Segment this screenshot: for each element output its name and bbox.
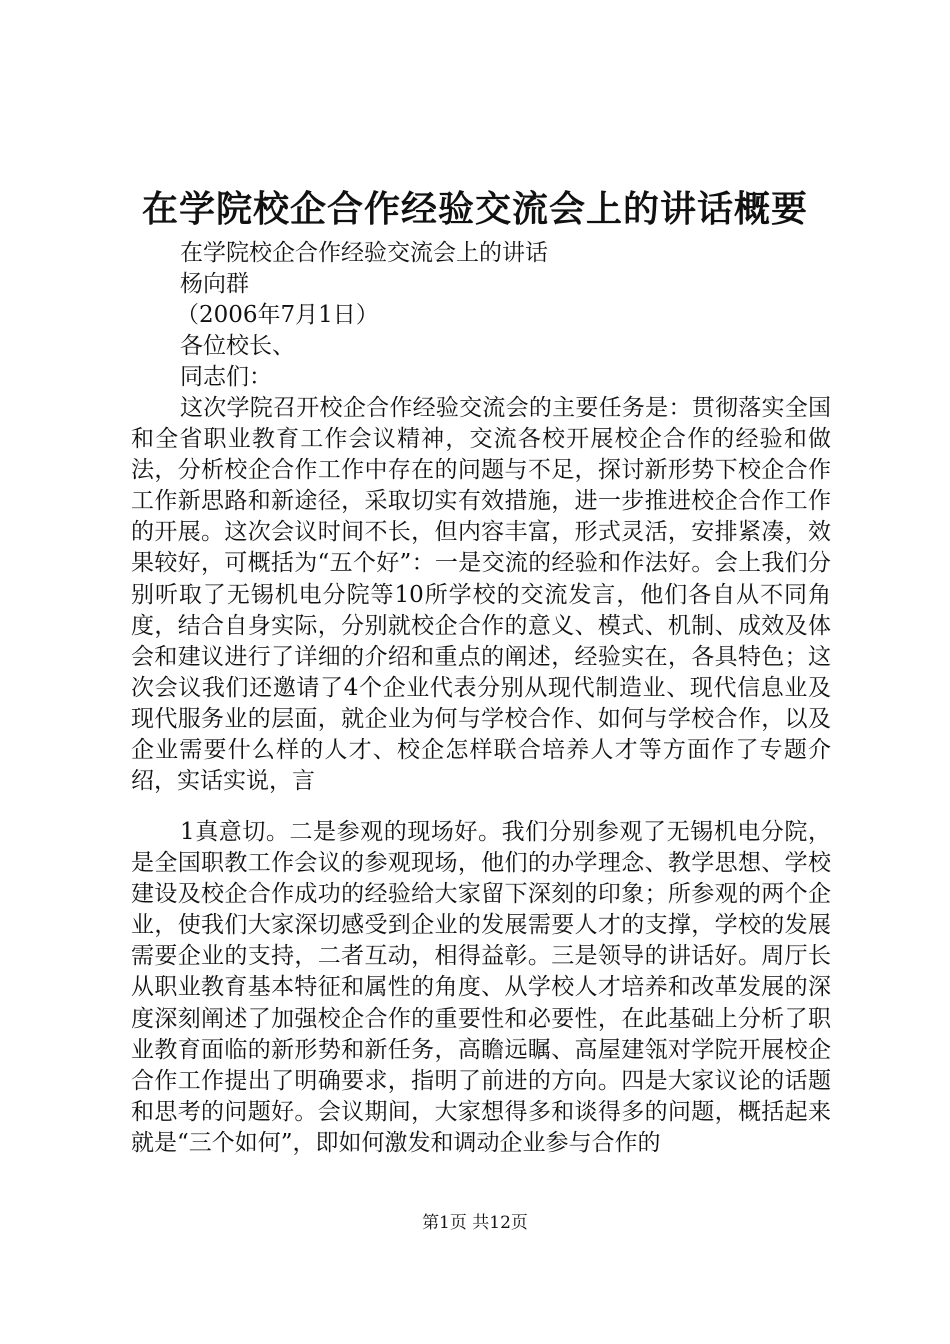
salutation-principals: 各位校长、 xyxy=(180,333,295,359)
page-number-footer: 第1页 共12页 xyxy=(422,1213,528,1233)
author-name: 杨向群 xyxy=(180,271,249,297)
body-paragraph-2: 1真意切。二是参观的现场好。我们分别参观了无锡机电分院，是全国职教工作会议的参观现场，他们的办学理念、教学思想、学校建设及校企合作成功的经验给大家留下深刻的印象；所参观的两个企业，使我们大家深切感受到企业的发展需要人才的支撑，学校的发展需要企业的支持，二者互动，相得益彰。三是领导的讲话好。周厅长从职业教育基本特征和属性的角度、从学校人才培养和改革发展的深度深刻阐述了加强校企合作的重要性和必要性，在此基础上分析了职业教育面临的新形势和新任务，高瞻远瞩、高屋建瓴对学院开展校企合作工作提出了明确要求，指明了前进的方向。四是大家议论的话题和思考的问题好。会议期间，大家想得多和谈得多的问题，概括起来就是“三个如何”，即如何激发和调动企业参与合作的 xyxy=(131,819,831,1156)
speech-date: （2006年7月1日） xyxy=(176,302,379,328)
page-title: 在学院校企合作经验交流会上的讲话概要 xyxy=(141,188,808,230)
salutation-comrades: 同志们： xyxy=(180,364,272,390)
speech-subtitle: 在学院校企合作经验交流会上的讲话 xyxy=(180,240,548,266)
body-paragraph-1: 这次学院召开校企合作经验交流会的主要任务是：贯彻落实全国和全省职业教育工作会议精神，交流各校开展校企合作的经验和做法，分析校企合作工作中存在的问题与不足，探讨新形势下校企合作工作新思路和新途径，采取切实有效措施，进一步推进校企合作工作的开展。这次会议时间不长，但内容丰富，形式灵活，安排紧凑，效果较好，可概括为“五个好”：一是交流的经验和作法好。会上我们分别听取了无锡机电分院等10所学校的交流发言，他们各自从不同角度，结合自身实际，分别就校企合作的意义、模式、机制、成效及体会和建议进行了详细的介绍和重点的阐述，经验实在，各具特色；这次会议我们还邀请了4个企业代表分别从现代制造业、现代信息业及现代服务业的层面，就企业为何与学校合作、如何与学校合作，以及企业需要什么样的人才、校企怎样联合培养人才等方面作了专题介绍，实话实说，言 xyxy=(131,395,831,795)
